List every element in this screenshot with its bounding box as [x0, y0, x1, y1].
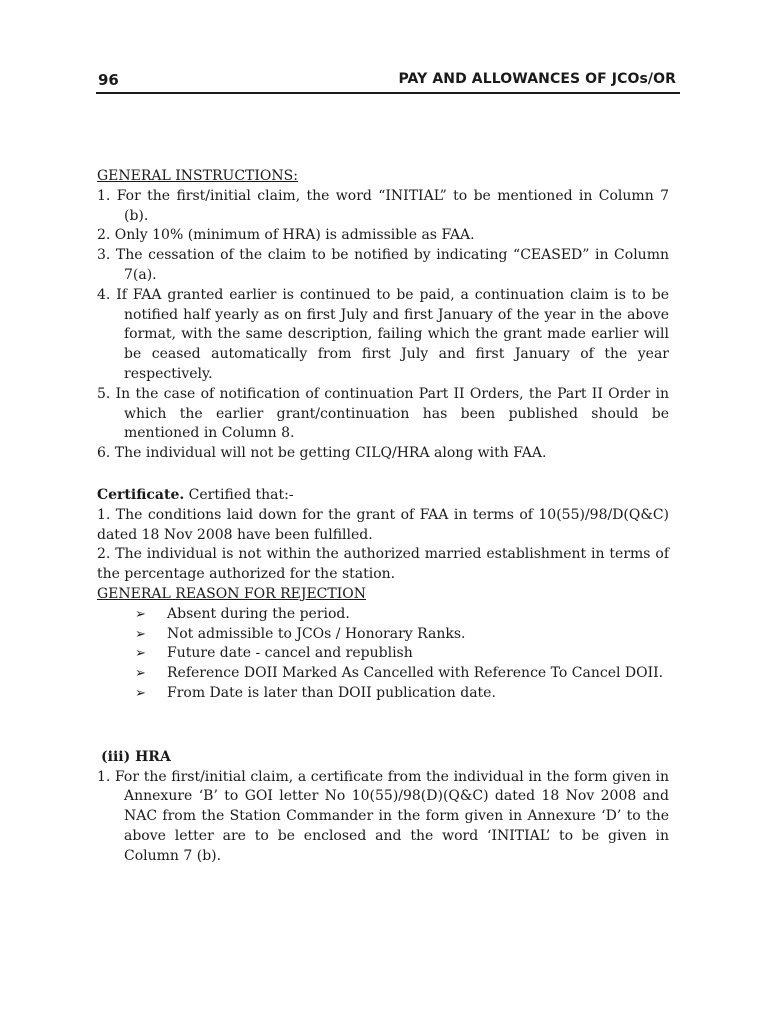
arrow-bullet-icon: ➢ — [135, 606, 146, 622]
arrow-bullet-icon: ➢ — [135, 626, 146, 642]
rejection-item-text: Not admissible to JCOs / Honorary Ranks. — [167, 625, 466, 642]
certificate-item: 1. The conditions laid down for the grant of FAA in terms of 10(55)/98/D(Q&C) dated 18 Nov 2008 have been fulfilled. — [97, 506, 669, 543]
certificate-item: 2. The individual is not within the authorized married establishment in terms of the percentage authorized for the station. — [97, 546, 669, 583]
rejection-heading: GENERAL REASON FOR REJECTION — [97, 585, 366, 602]
rejection-item-text: Absent during the period. — [167, 605, 350, 622]
running-title: PAY AND ALLOWANCES OF JCOs/OR — [398, 71, 676, 87]
spacer — [97, 704, 669, 748]
page-number: 96 — [98, 71, 119, 89]
rejection-item — [97, 684, 669, 704]
hra-item: 1. For the first/initial claim, a certificate from the individual in the form given in Annexure ‘B’ to GOI letter No 10(55)/98(D)(Q&C) dated 18 Nov 2008 and NAC from the Station Commander in the form given in Annexure ‘D’ to the above letter are to be enclosed and the word ‘INITIAL’ to be given in Column 7 (b). — [97, 768, 669, 864]
arrow-bullet-icon: ➢ — [135, 685, 146, 701]
rejection-item — [97, 644, 669, 664]
instruction-item: 2. Only 10% (minimum of HRA) is admissible as FAA. — [97, 227, 475, 244]
certificate-intro-text: Certified that:- — [184, 486, 294, 503]
page-body — [97, 167, 669, 867]
spacer — [97, 464, 669, 486]
certificate-label: Certificate. — [97, 486, 185, 503]
general-instructions-heading: GENERAL INSTRUCTIONS: — [97, 168, 298, 184]
rejection-item — [97, 605, 669, 625]
instruction-item: 1. For the first/initial claim, the word “INITIAL” to be mentioned in Column 7 (b). — [97, 187, 669, 224]
hra-heading: (iii) HRA — [101, 748, 171, 765]
rejection-item — [97, 664, 669, 684]
instruction-item: 6. The individual will not be getting CILQ/HRA along with FAA. — [97, 445, 547, 462]
rejection-item — [97, 625, 669, 645]
certificate-intro — [97, 486, 669, 506]
instruction-item: 3. The cessation of the claim to be notified by indicating “CEASED” in Column 7(a). — [97, 247, 669, 283]
rejection-item-text: Reference DOII Marked As Cancelled with Reference To Cancel DOII. — [167, 665, 664, 682]
rejection-item-text: From Date is later than DOII publication date. — [167, 684, 496, 701]
arrow-bullet-icon: ➢ — [135, 666, 146, 682]
rejection-list — [97, 605, 669, 704]
rejection-item-text: Future date - cancel and republish — [167, 645, 413, 662]
instruction-item: 4. If FAA granted earlier is continued to be paid, a continuation claim is to be notified half yearly as on first July and first January of the year in the above format, with the same description, failing which the grant made earlier will be ceased automatically from first July and first January of the year respectively. — [97, 286, 669, 382]
page-header — [96, 68, 680, 94]
instruction-item: 5. In the case of notification of continuation Part II Orders, the Part II Order in which the earlier grant/continuation has been published should be mentioned in Column 8. — [97, 385, 669, 442]
arrow-bullet-icon: ➢ — [135, 646, 146, 662]
